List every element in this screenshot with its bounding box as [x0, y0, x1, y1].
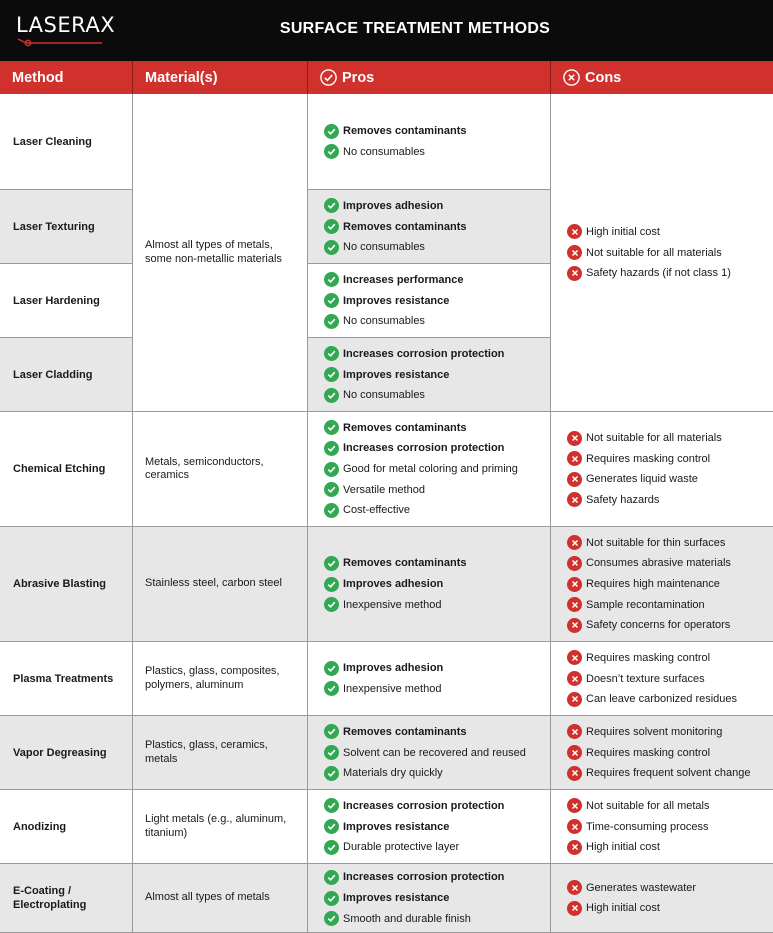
con-item [567, 222, 731, 243]
check-icon [324, 556, 339, 571]
check-icon [324, 745, 339, 760]
con-text: High initial cost [586, 841, 660, 854]
column-header-materials-label: Material(s) [145, 69, 218, 86]
pro-text: Solvent can be recovered and reused [343, 746, 526, 759]
con-item [567, 594, 731, 615]
pro-item [324, 796, 504, 817]
check-icon [324, 198, 339, 213]
pros-cell [308, 716, 551, 790]
cons-cell [551, 716, 773, 790]
column-header-method [0, 61, 133, 94]
laserax-logo [16, 13, 126, 47]
cons-list [567, 222, 731, 284]
pro-text: Versatile method [343, 483, 425, 496]
pro-text: Good for metal coloring and priming [343, 463, 518, 475]
pro-item [324, 438, 518, 459]
page-title: SURFACE TREATMENT METHODS [279, 20, 551, 37]
check-icon [324, 577, 339, 592]
x-icon [567, 766, 582, 781]
con-text: Requires masking control [586, 452, 711, 465]
pro-item [324, 364, 504, 385]
check-icon [324, 798, 339, 813]
x-icon [567, 840, 582, 855]
check-icon [324, 441, 339, 456]
pro-item [324, 837, 504, 858]
pro-item [324, 763, 526, 784]
pro-text: Removes contaminants [343, 421, 467, 434]
con-text: Requires masking control [586, 746, 711, 759]
check-icon [324, 293, 339, 308]
column-header-cons [551, 61, 773, 94]
logo-wordmark: LASERAX [16, 13, 116, 37]
method-cell: Laser Texturing [0, 190, 133, 264]
pro-item [324, 908, 504, 929]
x-icon [567, 577, 582, 592]
con-item [567, 615, 731, 636]
con-item [567, 469, 722, 490]
pro-item [324, 311, 463, 332]
check-icon [324, 840, 339, 855]
con-text: High initial cost [586, 902, 660, 915]
con-item [567, 574, 731, 595]
pro-item [324, 574, 466, 595]
pros-cell [308, 864, 551, 933]
con-item [567, 689, 737, 710]
con-item [567, 837, 710, 858]
con-item [567, 763, 751, 784]
pro-text: Improves resistance [343, 820, 450, 833]
pro-item [324, 888, 504, 909]
check-icon [324, 681, 339, 696]
check-icon [324, 462, 339, 477]
con-item [567, 428, 722, 449]
materials-cell: Almost all types of metals, some non-metallic materials [133, 94, 308, 412]
check-icon [324, 240, 339, 255]
pro-text: No consumables [343, 389, 425, 402]
cons-list [567, 533, 731, 636]
check-icon [324, 367, 339, 382]
check-icon [324, 870, 339, 885]
method-cell: Plasma Treatments [0, 642, 133, 716]
check-icon [324, 891, 339, 906]
con-item [567, 742, 751, 763]
x-icon [567, 266, 582, 281]
x-icon [567, 671, 582, 686]
pro-text: Removes contaminants [343, 220, 467, 233]
pro-item [324, 237, 466, 258]
pro-item [324, 816, 504, 837]
pro-text: Removes contaminants [343, 125, 467, 138]
con-text: Sample recontamination [586, 598, 705, 611]
method-cell: Laser Hardening [0, 264, 133, 338]
pro-text: No consumables [343, 145, 425, 158]
x-icon [567, 556, 582, 571]
materials-cell: Stainless steel, carbon steel [133, 527, 308, 642]
x-icon [567, 745, 582, 760]
con-item [567, 722, 751, 743]
pros-cell [308, 94, 551, 190]
pros-list [324, 796, 504, 858]
cons-list [567, 648, 737, 710]
materials-cell: Metals, semiconductors, ceramics [133, 412, 308, 527]
pros-list [324, 658, 443, 699]
con-item [567, 796, 710, 817]
pro-item [324, 344, 504, 365]
con-text: Requires frequent solvent change [586, 767, 751, 780]
pro-item [324, 867, 504, 888]
con-text: Safety hazards (if not class 1) [586, 267, 731, 280]
materials-cell: Plastics, glass, composites, polymers, aluminum [133, 642, 308, 716]
con-item [567, 448, 722, 469]
cons-list [567, 877, 696, 918]
materials-cell: Light metals (e.g., aluminum, titanium) [133, 790, 308, 864]
con-item [567, 816, 710, 837]
method-cell: Laser Cladding [0, 338, 133, 412]
con-text: Can leave carbonized residues [586, 693, 738, 706]
pro-item [324, 742, 526, 763]
check-icon [324, 503, 339, 518]
x-circle-icon [563, 69, 580, 86]
pro-item [324, 722, 526, 743]
check-icon [324, 219, 339, 234]
check-icon [324, 144, 339, 159]
cons-list [567, 722, 751, 784]
x-icon [567, 492, 582, 507]
pro-text: Removes contaminants [343, 557, 467, 570]
con-text: High initial cost [586, 225, 660, 238]
pros-list [324, 553, 466, 615]
pros-cell [308, 190, 551, 264]
con-item [567, 242, 731, 263]
pro-item [324, 459, 518, 480]
check-circle-icon [320, 69, 337, 86]
check-icon [324, 124, 339, 139]
con-item [567, 553, 731, 574]
pro-text: Smooth and durable finish [343, 912, 471, 925]
check-icon [324, 597, 339, 612]
con-item [567, 533, 731, 554]
pro-text: Improves resistance [343, 368, 450, 381]
con-item [567, 877, 696, 898]
x-icon [567, 880, 582, 895]
pro-text: Improves adhesion [343, 199, 444, 212]
column-header-cons-label: Cons [585, 69, 622, 86]
pro-text: Increases corrosion protection [343, 442, 505, 455]
con-item [567, 648, 737, 669]
con-text: Doesn’t texture surfaces [586, 672, 705, 685]
method-cell: E-Coating / Electroplating [0, 864, 133, 933]
check-icon [324, 819, 339, 834]
cons-cell [551, 864, 773, 933]
con-text: Time-consuming process [586, 820, 709, 833]
materials-cell: Almost all types of metals [133, 864, 308, 933]
pro-text: Improves resistance [343, 294, 450, 307]
x-icon [567, 535, 582, 550]
con-item [567, 668, 737, 689]
column-header-method-label: Method [12, 69, 64, 86]
pro-text: Increases performance [343, 273, 464, 286]
column-header-pros-label: Pros [342, 69, 375, 86]
pros-cell [308, 642, 551, 716]
x-icon [567, 224, 582, 239]
check-icon [324, 314, 339, 329]
check-icon [324, 420, 339, 435]
con-item [567, 263, 731, 284]
con-text: Requires solvent monitoring [586, 725, 723, 738]
pro-text: Inexpensive method [343, 682, 442, 695]
x-icon [567, 472, 582, 487]
check-icon [324, 388, 339, 403]
cons-list [567, 796, 710, 858]
pros-list [324, 121, 466, 162]
x-icon [567, 819, 582, 834]
x-icon [567, 431, 582, 446]
check-icon [324, 346, 339, 361]
method-cell: Chemical Etching [0, 412, 133, 527]
x-icon [567, 901, 582, 916]
con-text: Generates wastewater [586, 881, 697, 894]
con-text: Safety hazards [586, 493, 660, 506]
pros-list [324, 196, 466, 258]
check-icon [324, 482, 339, 497]
check-icon [324, 911, 339, 926]
pro-item [324, 385, 504, 406]
pro-item [324, 553, 466, 574]
con-text: Requires high maintenance [586, 578, 720, 590]
con-text: Safety concerns for operators [586, 619, 731, 632]
column-header-pros [308, 61, 551, 94]
check-icon [324, 766, 339, 781]
x-icon [567, 451, 582, 466]
method-cell: Anodizing [0, 790, 133, 864]
pro-text: No consumables [343, 241, 425, 254]
pro-item [324, 479, 518, 500]
pro-text: Inexpensive method [343, 598, 442, 611]
con-text: Requires masking control [586, 651, 711, 664]
x-icon [567, 245, 582, 260]
pros-cell [308, 412, 551, 527]
pro-item [324, 679, 443, 700]
x-icon [567, 618, 582, 633]
pro-item [324, 121, 466, 142]
pro-text: Improves adhesion [343, 662, 444, 675]
con-text: Generates liquid waste [586, 473, 698, 486]
check-icon [324, 272, 339, 287]
pros-cell [308, 264, 551, 338]
pro-item [324, 142, 466, 163]
pros-list [324, 867, 504, 929]
cons-cell [551, 790, 773, 864]
pro-item [324, 216, 466, 237]
pro-text: Improves resistance [343, 892, 450, 904]
pro-text: Increases corrosion protection [343, 347, 505, 360]
pro-item [324, 418, 518, 439]
x-icon [567, 692, 582, 707]
method-cell: Vapor Degreasing [0, 716, 133, 790]
check-icon [324, 724, 339, 739]
pro-text: Increases corrosion protection [343, 871, 505, 884]
cons-cell [551, 642, 773, 716]
x-icon [567, 724, 582, 739]
pro-text: Materials dry quickly [343, 767, 443, 780]
pro-text: Cost-effective [343, 504, 411, 517]
pros-list [324, 270, 463, 332]
pro-text: Durable protective layer [343, 841, 460, 854]
pro-item [324, 594, 466, 615]
pros-list [324, 418, 518, 521]
con-text: Not suitable for all materials [586, 246, 722, 259]
pros-cell [308, 527, 551, 642]
cons-cell [551, 412, 773, 527]
materials-cell: Plastics, glass, ceramics, metals [133, 716, 308, 790]
pro-item [324, 500, 518, 521]
column-header-materials [133, 61, 308, 94]
method-cell: Abrasive Blasting [0, 527, 133, 642]
cons-list [567, 428, 722, 510]
con-item [567, 490, 722, 511]
pro-item [324, 658, 443, 679]
con-text: Consumes abrasive materials [586, 557, 731, 570]
pros-list [324, 722, 526, 784]
pro-text: Increases corrosion protection [343, 799, 505, 812]
pro-item [324, 290, 463, 311]
pro-text: Improves adhesion [343, 578, 444, 590]
x-icon [567, 798, 582, 813]
cons-cell [551, 527, 773, 642]
pro-text: Removes contaminants [343, 725, 467, 738]
pro-item [324, 270, 463, 291]
x-icon [567, 650, 582, 665]
pros-cell [308, 338, 551, 412]
con-text: Not suitable for thin surfaces [586, 536, 726, 549]
top-banner [0, 0, 773, 61]
cons-cell [551, 94, 773, 412]
check-icon [324, 661, 339, 676]
pros-list [324, 344, 504, 406]
pro-item [324, 196, 466, 217]
pro-text: No consumables [343, 315, 425, 328]
con-text: Not suitable for all materials [586, 432, 722, 445]
pros-cell [308, 790, 551, 864]
method-cell: Laser Cleaning [0, 94, 133, 190]
con-item [567, 898, 696, 919]
con-text: Not suitable for all metals [586, 799, 710, 812]
x-icon [567, 597, 582, 612]
